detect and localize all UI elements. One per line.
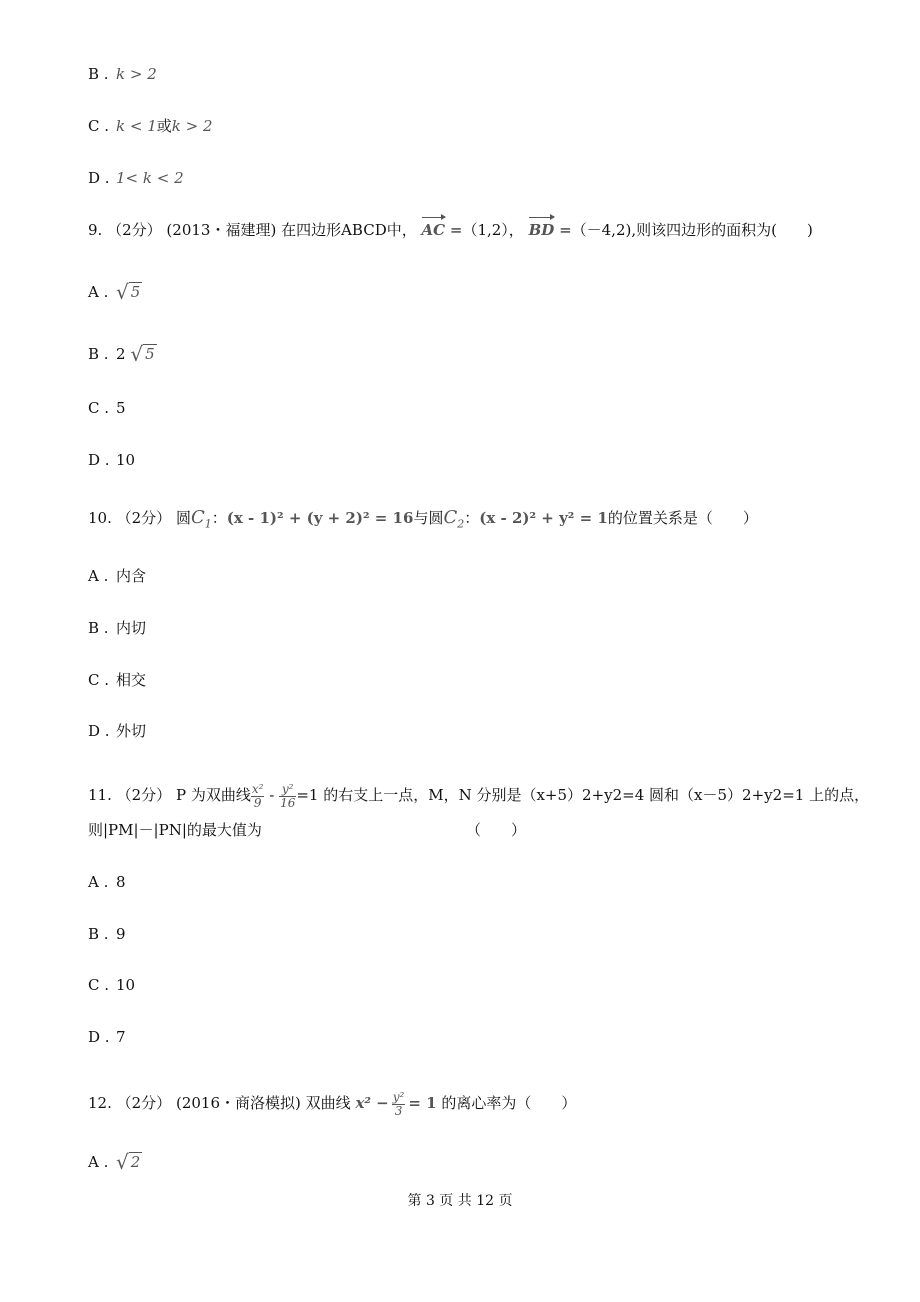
q11-stem bbox=[88, 780, 869, 810]
question-text: 与圆 bbox=[413, 509, 444, 527]
question-score: （2分） bbox=[116, 1094, 172, 1112]
option-letter: C . bbox=[88, 976, 110, 994]
option-letter: C . bbox=[88, 399, 110, 417]
conjunction: 或 bbox=[156, 117, 172, 135]
coefficient: 2 bbox=[116, 345, 126, 363]
option-letter: D . bbox=[88, 169, 110, 187]
colon: ： bbox=[464, 509, 480, 527]
fraction-x2-over-9: $\frac{\text{x²}}{9}$ bbox=[251, 781, 264, 810]
fraction-y2-over-16: $\frac{\text{y²}}{16}$ bbox=[280, 781, 296, 810]
math-expression: k > 2 bbox=[171, 117, 213, 135]
sqrt-expression: √ 5 bbox=[130, 342, 155, 366]
option-text: 内切 bbox=[116, 619, 147, 637]
question-text: P 为双曲线 bbox=[175, 786, 251, 804]
option-text: 10 bbox=[116, 451, 136, 469]
q12-option-a[interactable] bbox=[88, 1152, 142, 1172]
question-number: 9. bbox=[88, 221, 103, 239]
circle-c2-equation: (x - 2)² + y² = 1 bbox=[479, 509, 608, 527]
q11-option-a[interactable] bbox=[88, 872, 126, 892]
question-text: =1 的右支上一点，M，N 分别是（x+5）2+y2=4 圆和（x－5）2+y2=1 上的点， bbox=[296, 786, 870, 804]
option-text: 内含 bbox=[116, 567, 147, 585]
option-text: 10 bbox=[116, 976, 136, 994]
equation-part: = 1 bbox=[408, 1094, 437, 1112]
option-letter: D . bbox=[88, 722, 110, 740]
option-letter: B . bbox=[88, 925, 109, 943]
question-text: 的离心率为（ ） bbox=[441, 1094, 577, 1112]
q10-option-a[interactable] bbox=[88, 566, 146, 586]
option-letter: B . bbox=[88, 619, 109, 637]
question-text: =（－4,2),则该四边形的面积为( ) bbox=[559, 221, 813, 239]
sqrt-expression: √ 5 bbox=[116, 280, 141, 304]
question-text: 则|PM|－|PN|的最大值为 bbox=[88, 821, 262, 839]
q10-option-c[interactable] bbox=[88, 670, 146, 690]
q9-option-b[interactable] bbox=[88, 344, 157, 364]
q10-option-b[interactable] bbox=[88, 618, 146, 638]
q11-stem-line2 bbox=[88, 820, 262, 840]
option-text: 5 bbox=[116, 399, 126, 417]
question-text: 双曲线 bbox=[305, 1094, 351, 1112]
equation-part: x² − bbox=[355, 1094, 389, 1112]
math-expression: k < 1 bbox=[116, 117, 157, 135]
circle-c2-label: $C_2$ bbox=[443, 507, 465, 531]
option-text: 相交 bbox=[116, 671, 147, 689]
page-footer: 第 3 页 共 12 页 bbox=[407, 1193, 513, 1209]
question-text: 在四边形ABCD中， bbox=[281, 221, 417, 239]
question-score: （2分） bbox=[107, 221, 162, 239]
q11-option-d[interactable] bbox=[88, 1027, 126, 1047]
q9-option-d[interactable] bbox=[88, 450, 135, 470]
q8-option-d[interactable] bbox=[88, 168, 184, 188]
question-number: 11. bbox=[88, 786, 112, 804]
question-number: 10. bbox=[88, 509, 112, 527]
colon: ： bbox=[211, 509, 227, 527]
circle-c1-equation: (x - 1)² + (y + 2)² = 16 bbox=[226, 509, 414, 527]
q9-option-a[interactable] bbox=[88, 282, 142, 302]
question-text: 的位置关系是（ ） bbox=[607, 509, 758, 527]
question-score: （2分） bbox=[116, 786, 172, 804]
q8-option-c[interactable] bbox=[88, 116, 213, 136]
q8-option-b[interactable] bbox=[88, 64, 157, 84]
q10-stem bbox=[88, 508, 758, 535]
option-letter: C . bbox=[88, 671, 110, 689]
minus-sign: - bbox=[269, 786, 275, 804]
q9-stem bbox=[88, 220, 813, 240]
option-letter: A . bbox=[88, 283, 109, 301]
question-score: （2分） bbox=[116, 509, 172, 527]
option-letter: C . bbox=[88, 117, 110, 135]
circle-c1-label: $C_1$ bbox=[190, 507, 212, 531]
q11-option-c[interactable] bbox=[88, 975, 135, 995]
option-text: 7 bbox=[116, 1028, 126, 1046]
question-source: (2013・福建理) bbox=[166, 221, 277, 239]
q10-option-d[interactable] bbox=[88, 721, 146, 741]
option-letter: A . bbox=[88, 567, 109, 585]
question-source: (2016・商洛模拟) bbox=[175, 1094, 301, 1112]
q12-stem bbox=[88, 1088, 576, 1118]
math-expression: k > 2 bbox=[116, 65, 157, 83]
option-letter: B . bbox=[88, 345, 109, 363]
option-letter: D . bbox=[88, 451, 110, 469]
question-text: 圆 bbox=[175, 509, 191, 527]
question-text: =（1,2）， bbox=[449, 221, 524, 239]
option-letter: D . bbox=[88, 1028, 110, 1046]
option-text: 8 bbox=[116, 873, 126, 891]
answer-paren: （ ） bbox=[466, 821, 527, 839]
fraction-y2-over-3: $\frac{\text{y²}}{3}$ bbox=[392, 1089, 405, 1118]
question-number: 12. bbox=[88, 1094, 112, 1112]
option-text: 9 bbox=[116, 925, 126, 943]
vector-bd: BD bbox=[528, 221, 555, 239]
sqrt-expression: √ 2 bbox=[116, 1150, 141, 1174]
option-text: 外切 bbox=[116, 722, 147, 740]
q9-option-c[interactable] bbox=[88, 398, 126, 418]
option-letter: A . bbox=[88, 1153, 109, 1171]
math-expression: 1< k < 2 bbox=[116, 169, 184, 187]
vector-ac: AC bbox=[421, 221, 446, 239]
option-letter: A . bbox=[88, 873, 109, 891]
option-letter: B . bbox=[88, 65, 109, 83]
q11-option-b[interactable] bbox=[88, 924, 126, 944]
